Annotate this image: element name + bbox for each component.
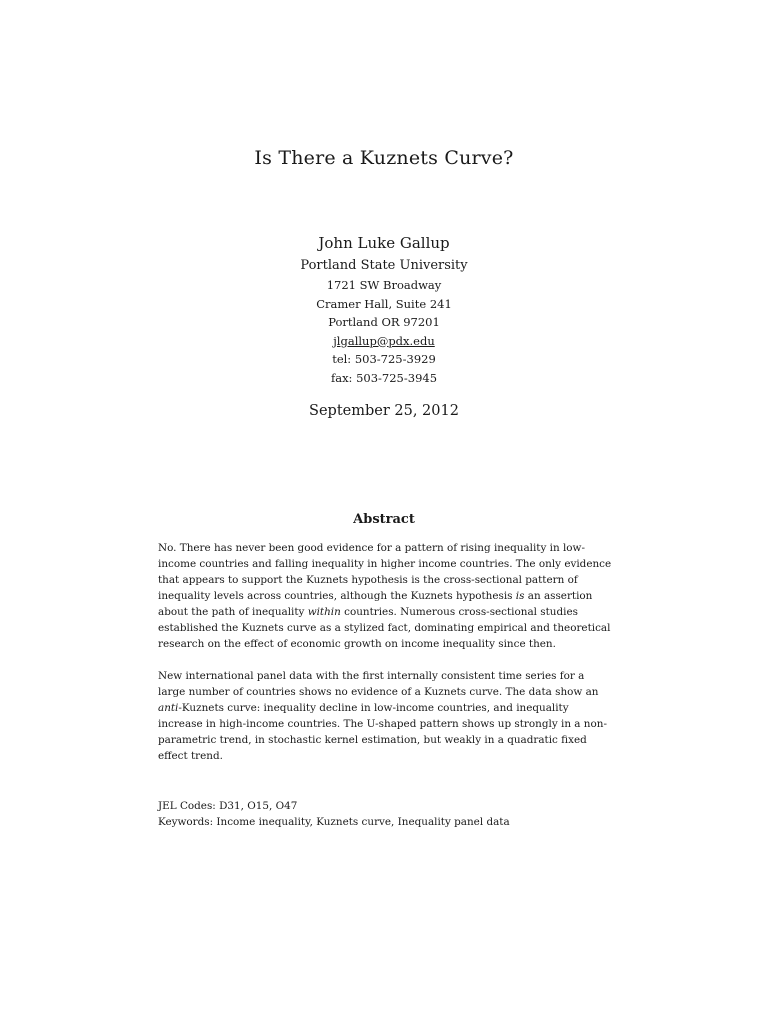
- abstract-paragraph-1: [158, 540, 613, 652]
- abstract-paragraph-2: [158, 668, 613, 764]
- author-block: [0, 232, 768, 387]
- keywords-line: Keywords: Income inequality, Kuznets curve, Inequality panel data: [158, 816, 510, 828]
- author-fax: fax: 503-725-3945: [330, 370, 438, 385]
- abstract-body: [158, 540, 613, 780]
- abstract-p1-part-c: countries. Numerous cross-sectional studies established the Kuznets curve as a stylized fact, dominating empirical and theoretical research on the effect of economic growth on income inequality since then.: [158, 606, 611, 650]
- paper-date: September 25, 2012: [309, 403, 459, 419]
- email-line: [0, 332, 768, 351]
- jel-codes: JEL Codes: D31, O15, O47: [158, 800, 298, 812]
- keywords-block: [158, 798, 613, 830]
- abstract-p2-emphasis-anti: anti: [158, 702, 179, 714]
- author-name: John Luke Gallup: [318, 234, 450, 252]
- abstract-heading: Abstract: [353, 512, 415, 527]
- paper-title: Is There a Kuznets Curve?: [254, 147, 514, 169]
- abstract-p1-part-a: No. There has never been good evidence for a pattern of rising inequality in low-income countries and falling inequality in higher income countries. The only evidence that appears to support the Kuznets hypothesis is the cross-sectional pattern of inequality levels across countries, although the Kuznets hypothesis: [158, 542, 612, 602]
- abstract-p2-part-b: -Kuznets curve: inequality decline in low-income countries, and inequality increase in high-income countries. The U-shaped pattern shows up strongly in a non-parametric trend, in stochastic kernel estimation, but weakly in a quadratic fixed effect trend.: [158, 702, 607, 762]
- abstract-p1-emphasis-within: within: [307, 606, 341, 618]
- author-telephone: tel: 503-725-3929: [332, 352, 436, 366]
- abstract-p1-part-b: an assertion about the path of inequality: [158, 590, 593, 618]
- abstract-p1-emphasis-is: is: [515, 590, 525, 602]
- author-affiliation: Portland State University: [300, 258, 468, 273]
- author-email-link[interactable]: jlgallup@pdx.edu: [333, 333, 435, 348]
- address-city: Portland OR 97201: [328, 315, 440, 329]
- address-street: 1721 SW Broadway: [326, 278, 442, 292]
- address-building: Cramer Hall, Suite 241: [316, 296, 452, 311]
- abstract-p2-part-a: New international panel data with the first internally consistent time series for a large number of countries shows no evidence of a Kuznets curve. The data show an: [158, 670, 599, 698]
